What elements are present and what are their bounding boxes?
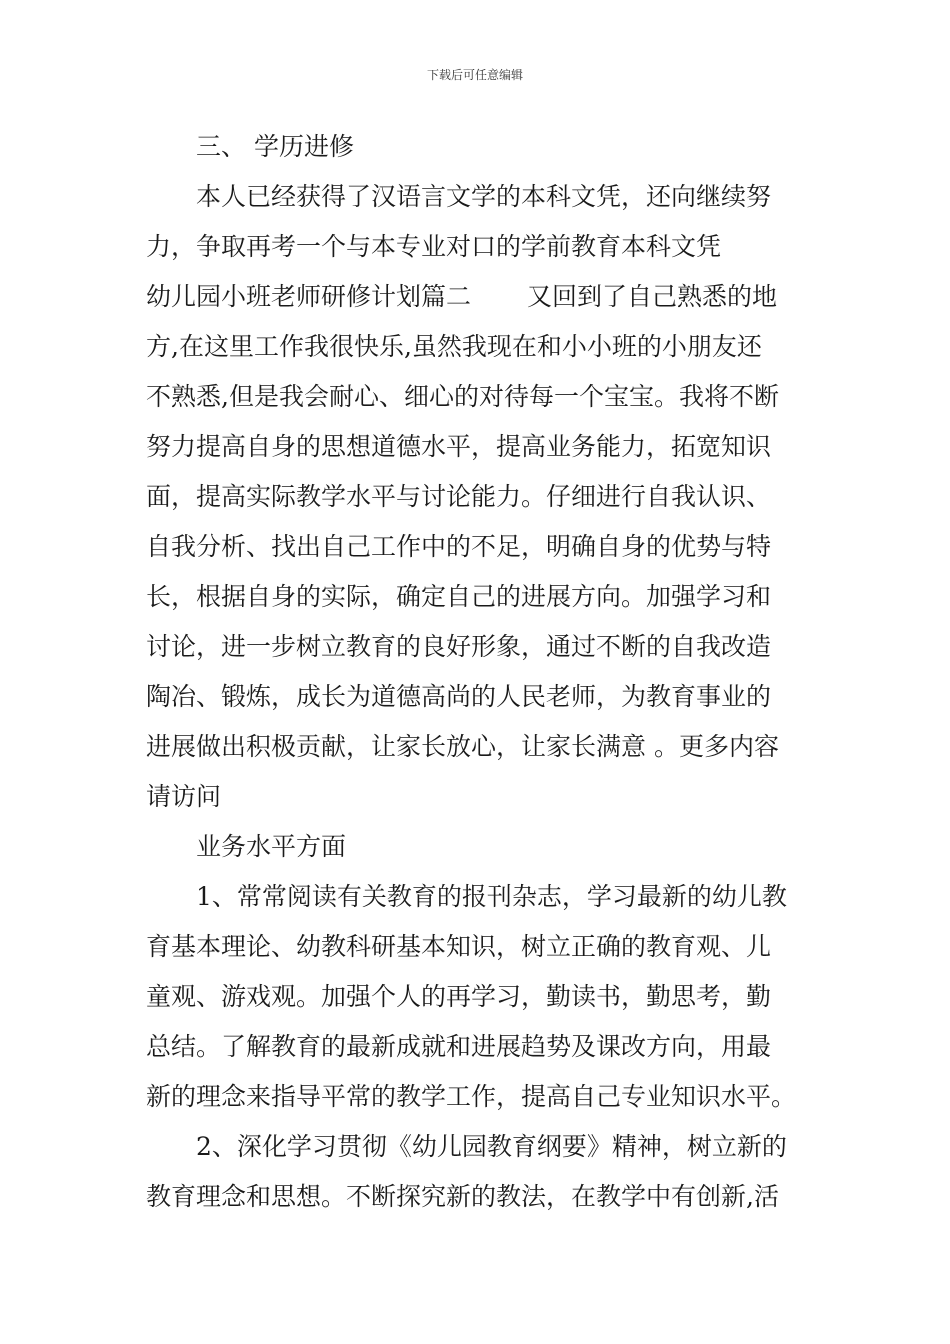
paragraph-line: 自我分析、找出自己工作中的不足，明确自身的优势与特	[146, 532, 772, 561]
article-title: 幼儿园小班老师研修计划篇二	[146, 282, 472, 311]
paragraph-line: 不熟悉,但是我会耐心、细心的对待每一个宝宝。我将不断	[146, 382, 779, 411]
paragraph-line: 童观、游戏观。加强个人的再学习，勤读书，勤思考，勤	[146, 982, 772, 1011]
paragraph-line: 讨论，进一步树立教育的良好形象，通过不断的自我改造	[146, 632, 772, 661]
paragraph-line: 总结。了解教育的最新成就和进展趋势及课改方向，用最	[146, 1032, 772, 1061]
paragraph-text: 又回到了自己熟悉的地	[527, 282, 778, 311]
paragraph-line: 面，提高实际教学水平与讨论能力。仔细进行自我认识、	[146, 482, 772, 511]
paragraph-line: 陶冶、锻炼，成长为道德高尚的人民老师，为教育事业的	[146, 682, 772, 711]
page-header: 下载后可任意编辑	[426, 68, 523, 82]
paragraph-line: 请访问	[146, 782, 222, 811]
section-heading: 三、 学历进修	[196, 132, 354, 161]
paragraph-line: 本人已经获得了汉语言文学的本科文凭，还向继续努	[196, 182, 772, 211]
paragraph-line: 进展做出积极贡献，让家长放心，让家长满意 。更多内容	[146, 732, 779, 761]
paragraph-line: 教育理念和思想。不断探究新的教法，在教学中有创新,活	[146, 1182, 779, 1211]
paragraph-line: 育基本理论、幼教科研基本知识，树立正确的教育观、儿	[146, 932, 772, 961]
paragraph-line: 长，根据自身的实际，确定自己的进展方向。加强学习和	[146, 582, 772, 611]
paragraph-line: 新的理念来指导平常的教学工作，提高自己专业知识水平。	[146, 1082, 797, 1111]
paragraph-line: 2、深化学习贯彻《幼儿园教育纲要》精神，树立新的	[196, 1132, 787, 1161]
paragraph-line: 1、常常阅读有关教育的报刊杂志，学习最新的幼儿教	[196, 882, 787, 911]
document-body	[146, 122, 806, 1222]
paragraph-line	[146, 272, 806, 322]
paragraph-line: 方,在这里工作我很快乐,虽然我现在和小小班的小朋友还	[146, 332, 762, 361]
paragraph-line: 努力提高自身的思想道德水平，提高业务能力，拓宽知识	[146, 432, 772, 461]
paragraph-line: 力，争取再考一个与本专业对口的学前教育本科文凭	[146, 232, 722, 261]
section-heading: 业务水平方面	[196, 832, 347, 861]
